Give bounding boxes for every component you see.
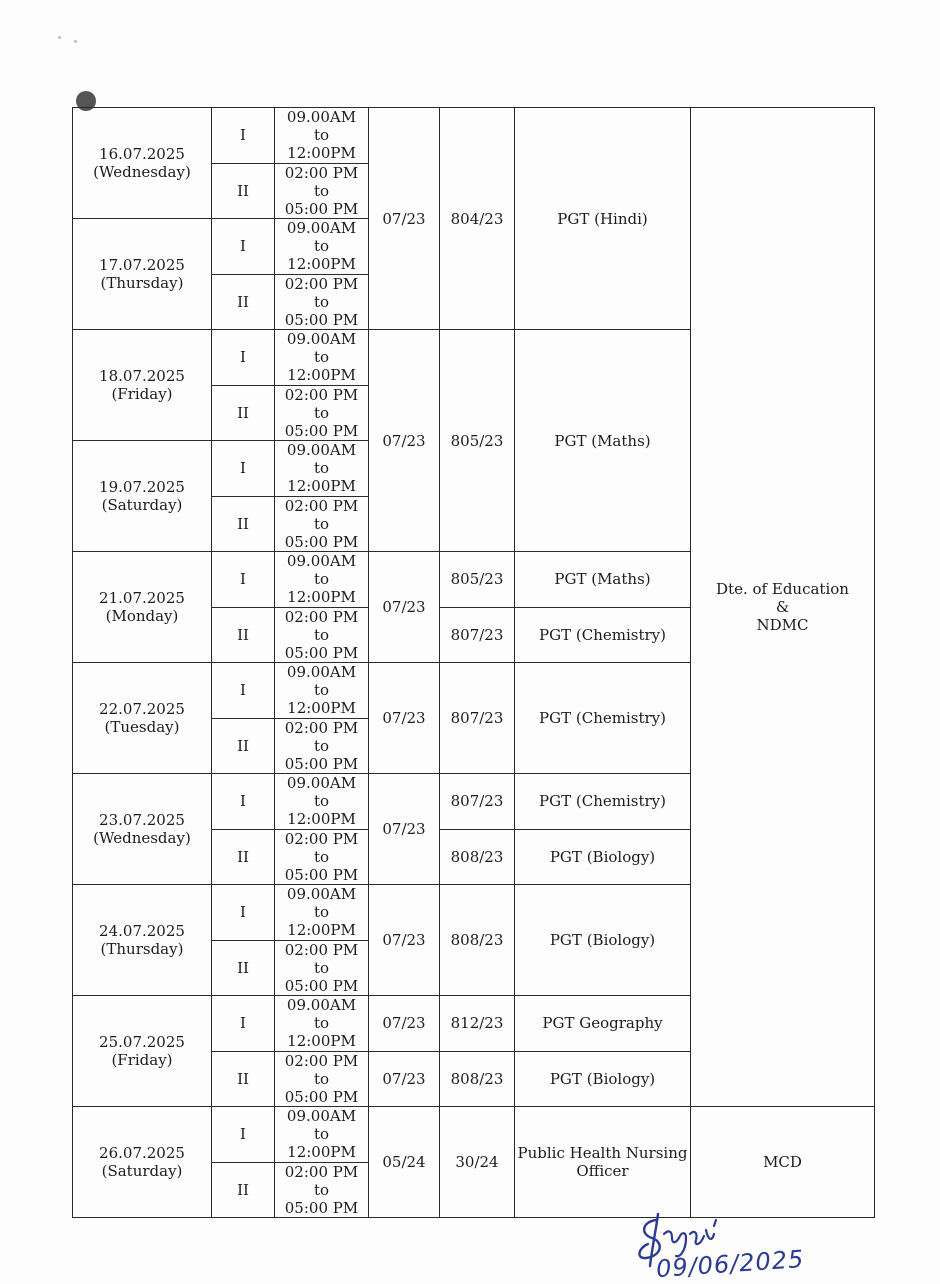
cell-text: to <box>313 459 330 478</box>
cell-text: 09.00AM <box>286 219 357 238</box>
cell-text: 05:00 PM <box>284 976 359 995</box>
shift-cell <box>212 1051 275 1107</box>
time-cell <box>275 108 369 164</box>
cell-text: (Wednesday) <box>93 163 191 181</box>
exam-schedule-table <box>72 107 875 1218</box>
cell-text: 12:00PM <box>287 810 356 829</box>
cell-text: PGT (Hindi) <box>557 209 648 228</box>
cell-text: 05:00 PM <box>284 865 359 884</box>
time-cell <box>275 1107 369 1163</box>
cell-text: 12:00PM <box>287 366 356 385</box>
cell-text: 02:00 PM <box>284 718 359 737</box>
cell-text: 07/23 <box>382 1014 426 1033</box>
post-name-cell <box>515 885 691 996</box>
date-cell <box>73 774 212 885</box>
time-cell <box>275 1051 369 1107</box>
cell-text: (Wednesday) <box>93 829 191 847</box>
time-cell <box>275 552 369 608</box>
shift-cell <box>212 1162 275 1218</box>
shift-cell <box>212 940 275 996</box>
shift-cell <box>212 385 275 441</box>
cell-text: I <box>240 903 246 922</box>
cell-text: 12:00PM <box>287 699 356 718</box>
cell-text: 17.07.2025 <box>99 256 185 274</box>
cell-text: 12:00PM <box>287 144 356 163</box>
cell-text: 09.00AM <box>286 774 357 793</box>
post-code-cell <box>440 1051 515 1107</box>
time-cell <box>275 718 369 774</box>
cell-text: II <box>237 958 249 977</box>
cell-text: 12:00PM <box>287 477 356 496</box>
shift-cell <box>212 885 275 941</box>
post-code-cell <box>440 829 515 885</box>
shift-cell <box>212 718 275 774</box>
shift-cell <box>212 274 275 330</box>
cell-text: to <box>313 514 330 533</box>
cell-text: Public Health Nursing Officer <box>517 1144 688 1180</box>
cell-text: 02:00 PM <box>284 385 359 404</box>
cell-text: PGT (Chemistry) <box>539 625 666 644</box>
cell-text: (Saturday) <box>101 496 183 514</box>
cell-text: 812/23 <box>450 1014 504 1033</box>
cell-text: to <box>313 403 330 422</box>
cell-text: 02:00 PM <box>284 607 359 626</box>
cell-text: 16.07.2025 <box>99 145 185 163</box>
cell-text: 808/23 <box>450 1069 504 1088</box>
cell-text: (Thursday) <box>100 274 184 292</box>
cell-text: (Saturday) <box>101 1162 183 1180</box>
cell-text: 02:00 PM <box>284 1162 359 1181</box>
date-cell <box>73 108 212 219</box>
shift-cell <box>212 552 275 608</box>
cell-text: 09.00AM <box>286 996 357 1015</box>
cell-text: to <box>313 958 330 977</box>
cell-text: to <box>313 847 330 866</box>
cell-text: I <box>240 1014 246 1033</box>
table-row <box>73 108 875 164</box>
table-row <box>73 1107 875 1163</box>
cell-text: 02:00 PM <box>284 274 359 293</box>
cell-text: II <box>237 736 249 755</box>
post-code-cell <box>440 552 515 608</box>
cell-text: 09.00AM <box>286 552 357 571</box>
cell-text: to <box>313 1014 330 1033</box>
cell-text: PGT (Biology) <box>549 847 656 866</box>
cell-text: II <box>237 403 249 422</box>
cell-text: 804/23 <box>450 209 504 228</box>
cell-text: II <box>237 1180 249 1199</box>
cell-text: 12:00PM <box>287 255 356 274</box>
post-name-cell <box>515 996 691 1052</box>
cell-text: PGT Geography <box>542 1014 663 1033</box>
cell-text: 807/23 <box>450 625 504 644</box>
cell-text: 07/23 <box>382 931 426 949</box>
cell-text: to <box>313 1125 330 1144</box>
cell-text: II <box>237 514 249 533</box>
shift-cell <box>212 829 275 885</box>
advt-no-cell <box>369 996 440 1052</box>
post-code-cell <box>440 330 515 552</box>
cell-text: II <box>237 181 249 200</box>
cell-text: NDMC <box>756 616 809 634</box>
advt-no-cell <box>369 1051 440 1107</box>
advt-no-cell <box>369 774 440 885</box>
cell-text: (Thursday) <box>100 940 184 958</box>
cell-text: 05:00 PM <box>284 754 359 773</box>
date-cell <box>73 219 212 330</box>
cell-text: (Friday) <box>111 385 173 403</box>
signature-date: 09/06/2025 <box>655 1244 806 1284</box>
cell-text: 808/23 <box>450 931 504 949</box>
advt-no-cell <box>369 663 440 774</box>
cell-text: 02:00 PM <box>284 829 359 848</box>
time-cell <box>275 219 369 275</box>
post-code-cell <box>440 774 515 830</box>
post-code-cell <box>440 1107 515 1218</box>
cell-text: (Monday) <box>105 607 179 625</box>
date-cell <box>73 1107 212 1218</box>
department-cell <box>691 108 875 1107</box>
time-cell <box>275 774 369 830</box>
time-cell <box>275 996 369 1052</box>
cell-text: 23.07.2025 <box>99 811 185 829</box>
cell-text: 808/23 <box>450 847 504 866</box>
time-cell <box>275 607 369 663</box>
shift-cell <box>212 163 275 219</box>
scan-speck <box>74 40 77 43</box>
cell-text: I <box>240 570 246 589</box>
cell-text: to <box>313 736 330 755</box>
cell-text: to <box>313 292 330 311</box>
cell-text: 07/23 <box>382 431 426 450</box>
cell-text: 805/23 <box>450 570 504 589</box>
cell-text: 09.00AM <box>286 108 357 127</box>
cell-text: MCD <box>763 1153 802 1171</box>
cell-text: 07/23 <box>382 598 426 616</box>
post-code-cell <box>440 108 515 330</box>
shift-cell <box>212 496 275 552</box>
cell-text: I <box>240 459 246 478</box>
cell-text: (Tuesday) <box>104 718 180 736</box>
post-code-cell <box>440 663 515 774</box>
time-cell <box>275 1162 369 1218</box>
cell-text: I <box>240 126 246 145</box>
cell-text: 19.07.2025 <box>99 478 185 496</box>
time-cell <box>275 885 369 941</box>
cell-text: 02:00 PM <box>284 496 359 515</box>
cell-text: 09.00AM <box>286 663 357 682</box>
post-name-cell <box>515 774 691 830</box>
cell-text: 07/23 <box>382 820 426 838</box>
date-cell <box>73 885 212 996</box>
post-name-cell <box>515 108 691 330</box>
cell-text: to <box>313 570 330 589</box>
time-cell <box>275 385 369 441</box>
time-cell <box>275 496 369 552</box>
cell-text: PGT (Biology) <box>549 1069 656 1088</box>
time-cell <box>275 663 369 719</box>
time-cell <box>275 163 369 219</box>
advt-no-cell <box>369 108 440 330</box>
cell-text: to <box>313 1069 330 1088</box>
cell-text: to <box>313 1180 330 1199</box>
post-name-cell <box>515 552 691 608</box>
shift-cell <box>212 607 275 663</box>
cell-text: II <box>237 1069 249 1088</box>
cell-text: 05:00 PM <box>284 643 359 662</box>
time-cell <box>275 274 369 330</box>
cell-text: to <box>313 681 330 700</box>
post-code-cell <box>440 885 515 996</box>
shift-cell <box>212 774 275 830</box>
cell-text: to <box>313 126 330 145</box>
cell-text: II <box>237 292 249 311</box>
cell-text: to <box>313 903 330 922</box>
cell-text: 24.07.2025 <box>99 922 185 940</box>
cell-text: 05:00 PM <box>284 1087 359 1106</box>
shift-cell <box>212 219 275 275</box>
cell-text: 12:00PM <box>287 1143 356 1162</box>
cell-text: PGT (Maths) <box>554 431 651 450</box>
cell-text: 12:00PM <box>287 588 356 607</box>
cell-text: 05:00 PM <box>284 199 359 218</box>
post-name-cell <box>515 663 691 774</box>
cell-text: II <box>237 847 249 866</box>
shift-cell <box>212 441 275 497</box>
cell-text: 12:00PM <box>287 921 356 940</box>
cell-text: 05:00 PM <box>284 421 359 440</box>
scan-speck <box>58 36 61 39</box>
cell-text: 805/23 <box>450 431 504 450</box>
cell-text: 09.00AM <box>286 1107 357 1126</box>
cell-text: I <box>240 1125 246 1144</box>
post-name-cell <box>515 607 691 663</box>
cell-text: to <box>313 348 330 367</box>
cell-text: 09.00AM <box>286 441 357 460</box>
cell-text: PGT (Maths) <box>554 570 651 589</box>
cell-text: II <box>237 625 249 644</box>
cell-text: to <box>313 181 330 200</box>
shift-cell <box>212 996 275 1052</box>
post-name-cell <box>515 829 691 885</box>
advt-no-cell <box>369 1107 440 1218</box>
date-cell <box>73 552 212 663</box>
shift-cell <box>212 108 275 164</box>
cell-text: 02:00 PM <box>284 163 359 182</box>
date-cell <box>73 330 212 441</box>
cell-text: 12:00PM <box>287 1032 356 1051</box>
cell-text: 21.07.2025 <box>99 589 185 607</box>
shift-cell <box>212 663 275 719</box>
cell-text: 05/24 <box>382 1153 426 1171</box>
cell-text: 18.07.2025 <box>99 367 185 385</box>
post-name-cell <box>515 1051 691 1107</box>
advt-no-cell <box>369 330 440 552</box>
time-cell <box>275 829 369 885</box>
cell-text: 09.00AM <box>286 885 357 904</box>
cell-text: Dte. of Education <box>716 580 849 598</box>
date-cell <box>73 441 212 552</box>
cell-text: to <box>313 625 330 644</box>
cell-text: I <box>240 348 246 367</box>
post-code-cell <box>440 996 515 1052</box>
cell-text: to <box>313 792 330 811</box>
time-cell <box>275 330 369 386</box>
post-name-cell <box>515 330 691 552</box>
cell-text: 807/23 <box>450 709 504 727</box>
cell-text: 25.07.2025 <box>99 1033 185 1051</box>
cell-text: 05:00 PM <box>284 532 359 551</box>
advt-no-cell <box>369 552 440 663</box>
cell-text: PGT (Chemistry) <box>539 792 666 811</box>
cell-text: 05:00 PM <box>284 1198 359 1217</box>
cell-text: 807/23 <box>450 792 504 811</box>
cell-text: I <box>240 237 246 256</box>
cell-text: (Friday) <box>111 1051 173 1069</box>
cell-text: 07/23 <box>382 209 426 228</box>
cell-text: 26.07.2025 <box>99 1144 185 1162</box>
cell-text: 22.07.2025 <box>99 700 185 718</box>
cell-text: PGT (Biology) <box>549 931 656 949</box>
cell-text: & <box>775 598 790 616</box>
cell-text: 07/23 <box>382 1069 426 1088</box>
time-cell <box>275 441 369 497</box>
shift-cell <box>212 330 275 386</box>
cell-text: I <box>240 792 246 811</box>
date-cell <box>73 663 212 774</box>
shift-cell <box>212 1107 275 1163</box>
advt-no-cell <box>369 885 440 996</box>
cell-text: 02:00 PM <box>284 940 359 959</box>
cell-text: to <box>313 237 330 256</box>
time-cell <box>275 940 369 996</box>
cell-text: 02:00 PM <box>284 1051 359 1070</box>
cell-text: 05:00 PM <box>284 310 359 329</box>
date-cell <box>73 996 212 1107</box>
cell-text: 30/24 <box>455 1153 499 1171</box>
post-code-cell <box>440 607 515 663</box>
cell-text: 09.00AM <box>286 330 357 349</box>
cell-text: 07/23 <box>382 709 426 727</box>
cell-text: PGT (Chemistry) <box>539 709 666 727</box>
cell-text: I <box>240 681 246 700</box>
